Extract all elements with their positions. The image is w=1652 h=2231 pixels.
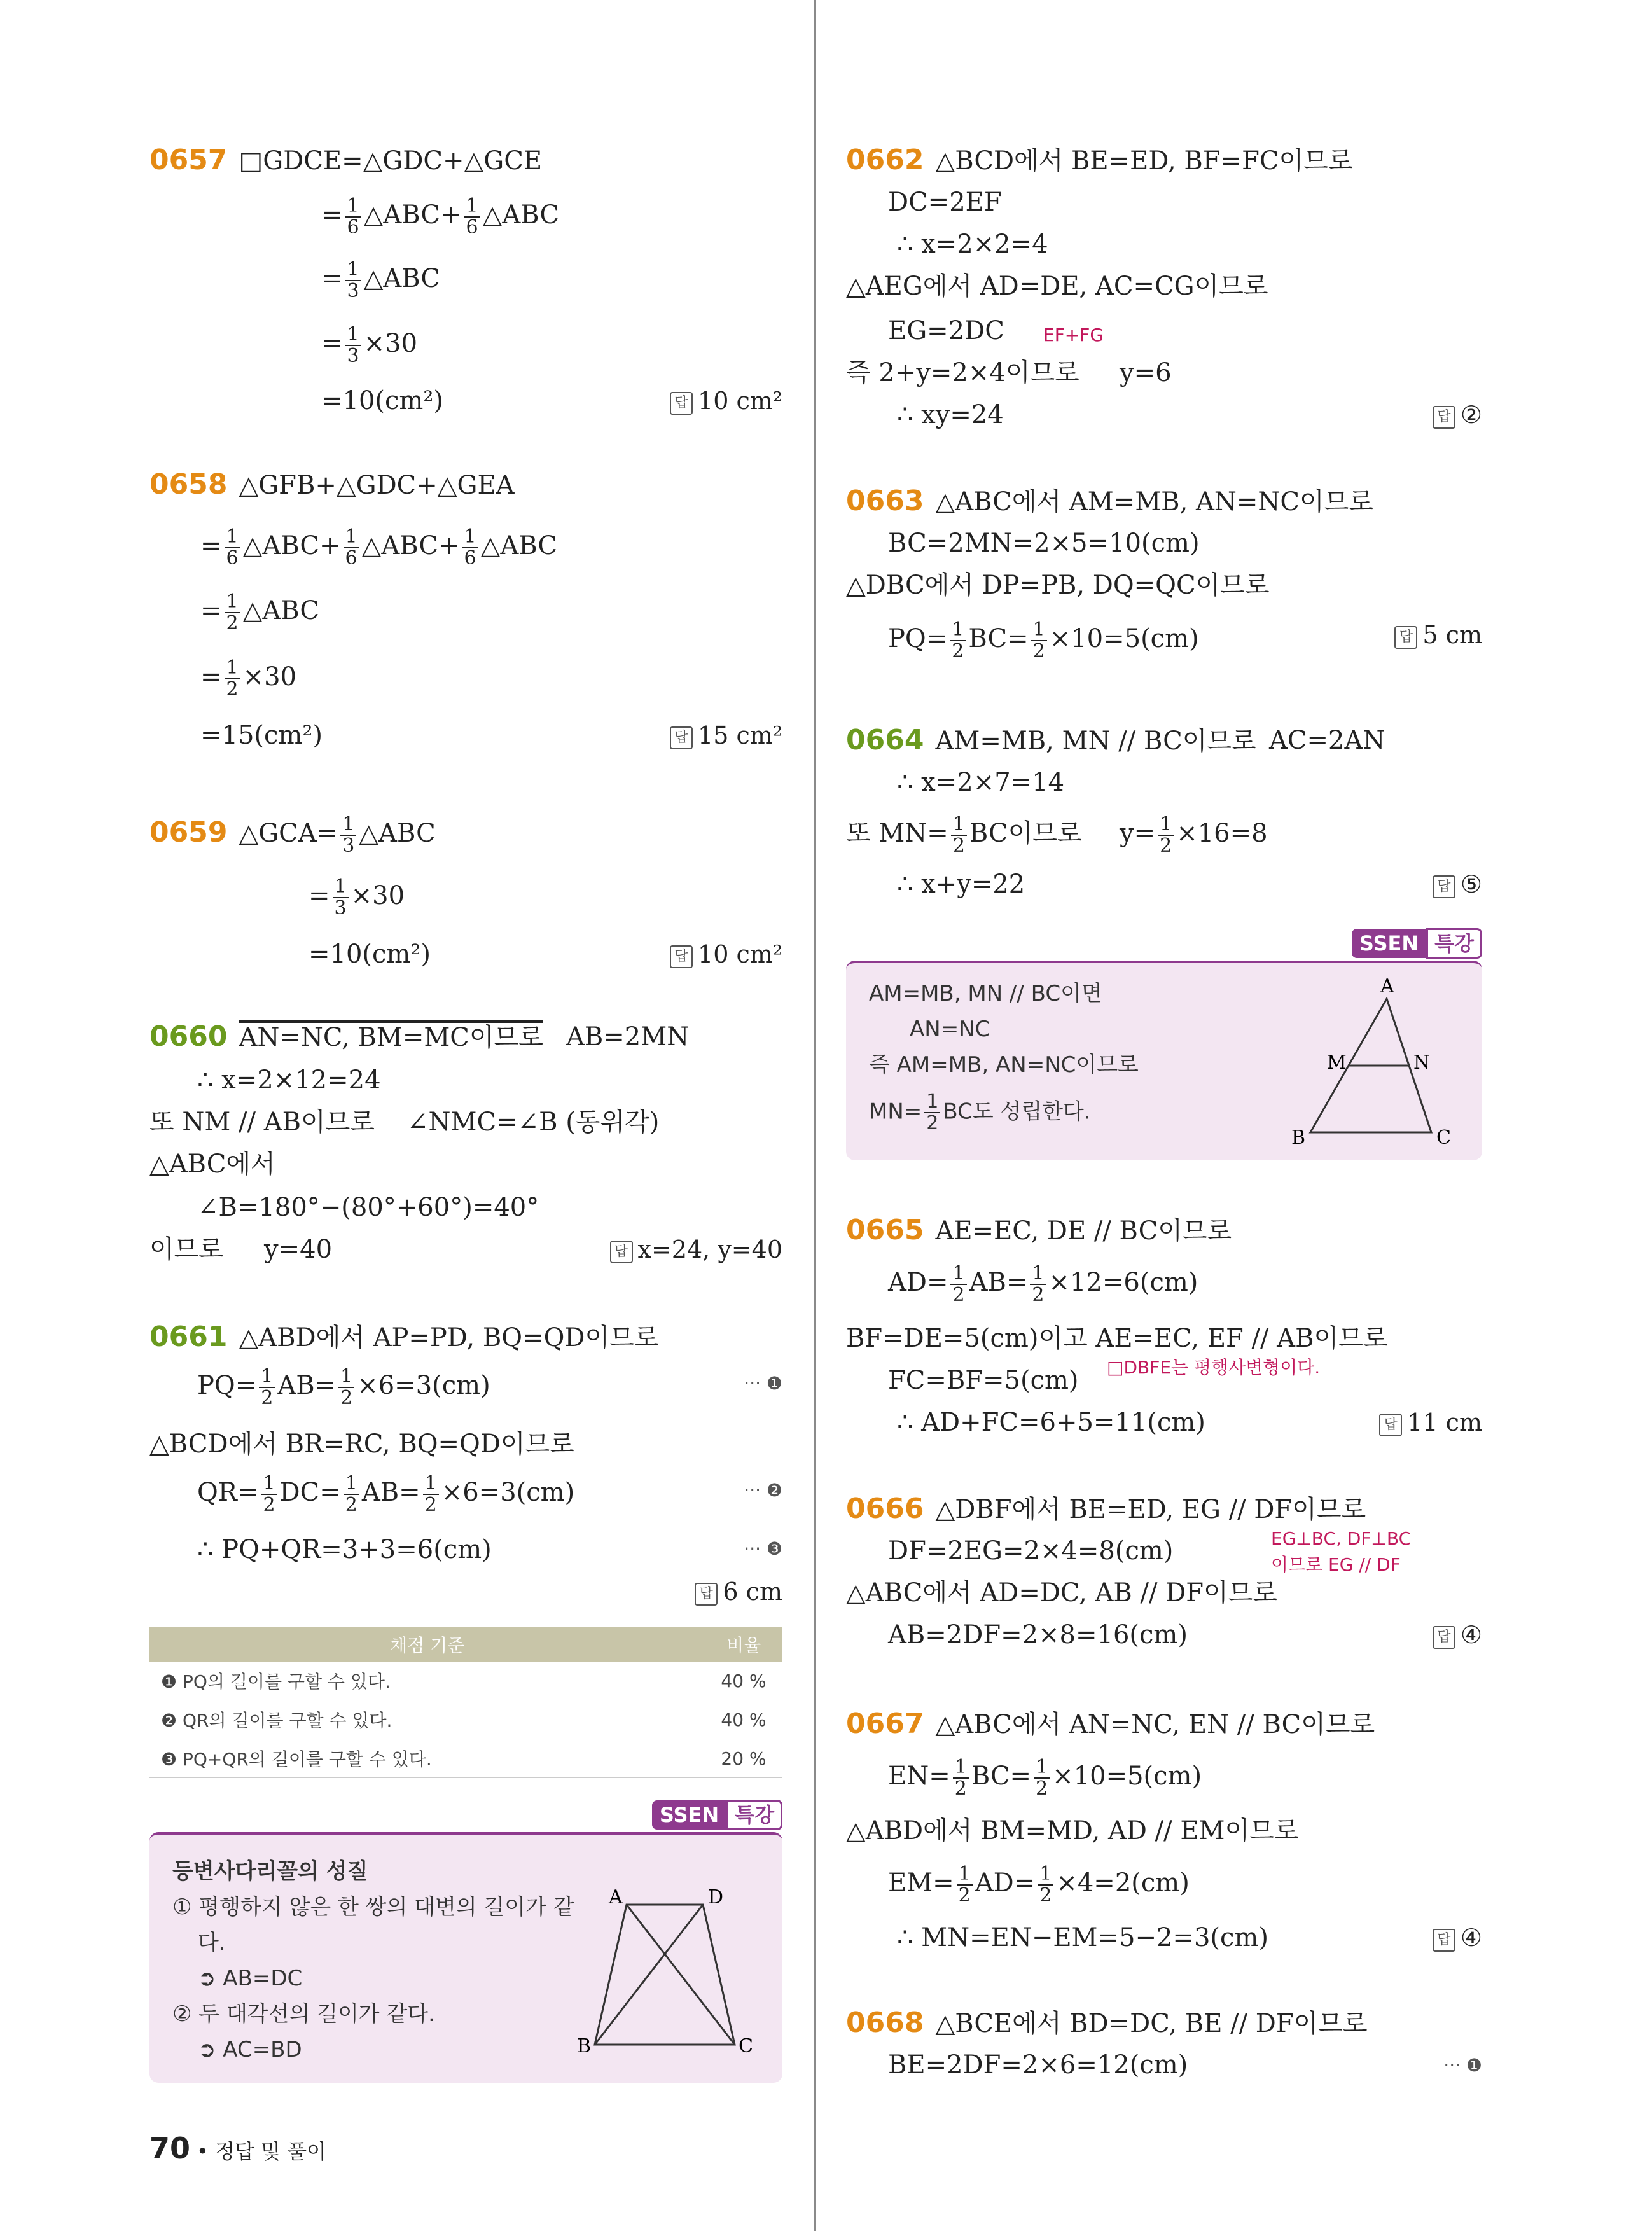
step-marker: ··· ❶	[1443, 2055, 1482, 2076]
text: ∴ x+y=22	[897, 870, 1025, 899]
text: 1	[344, 1473, 359, 1495]
tip-box	[149, 1832, 782, 2083]
text: ×12=6(cm)	[1048, 1268, 1198, 1297]
answer	[670, 939, 782, 970]
text: 다.	[198, 1930, 226, 1956]
text: 1	[462, 527, 478, 548]
text: =	[200, 596, 222, 625]
tip-title: 등변사다리꼴의 성질	[172, 1859, 368, 1884]
answer	[1433, 1620, 1482, 1650]
answer-icon: 답	[695, 1583, 718, 1606]
ratio-header: 비율	[705, 1627, 783, 1662]
answer-icon: 답	[670, 392, 693, 415]
text: DC=	[279, 1478, 341, 1507]
text: DC=2EF	[888, 188, 1002, 217]
text: 11 cm	[1407, 1408, 1482, 1436]
text: =	[200, 531, 222, 560]
text: ×30	[351, 881, 405, 910]
text: y=40	[264, 1235, 333, 1264]
table-row	[149, 1662, 782, 1700]
text: =	[321, 329, 343, 358]
text: AN=NC	[910, 1017, 990, 1042]
fraction	[225, 658, 240, 700]
fraction	[340, 814, 356, 856]
text: AB=	[969, 1268, 1028, 1297]
step-marker: ··· ❸	[744, 1538, 782, 1559]
solution-line: □GDCE=△GDC+△GCE	[239, 146, 543, 176]
text: 3	[342, 835, 355, 857]
text: △ABC+	[242, 531, 341, 560]
text: y=6	[1120, 358, 1172, 387]
fraction	[1038, 1864, 1053, 1906]
text: y=	[1120, 819, 1156, 848]
answer-icon: 답	[1433, 406, 1455, 429]
text: EG=2DC	[888, 316, 1004, 345]
fraction	[1158, 814, 1174, 856]
text: 특강	[1426, 928, 1482, 959]
text: ❶ PQ의 길이를 구할 수 있다.	[149, 1662, 705, 1700]
answer-icon: 답	[1379, 1414, 1402, 1436]
text: ① 평행하지 않은 한 쌍의 대변의 길이가 같	[172, 1894, 574, 1920]
fraction	[259, 1366, 275, 1408]
text: 0666	[846, 1492, 924, 1525]
text: 1	[225, 527, 240, 548]
text: AM=MB, MN // BC이므로	[935, 726, 1256, 756]
text: △ABD에서 BM=MD, AD // EM이므로	[846, 1816, 1299, 1845]
text: 2	[1032, 1284, 1045, 1306]
text: ∠B=180°−(80°+60°)=40°	[197, 1193, 539, 1222]
text: 6	[345, 547, 357, 569]
text: △ABC	[480, 531, 557, 560]
text: 10 cm²	[698, 940, 782, 968]
label-A: A	[609, 1886, 623, 1908]
text: 1	[340, 814, 356, 836]
triangle-diagram	[1279, 973, 1469, 1151]
text: △ABC에서 AM=MB, AN=NC이므로	[935, 487, 1373, 517]
answer	[1394, 620, 1482, 650]
text: 6 cm	[723, 1578, 782, 1606]
text: 2	[926, 1112, 939, 1134]
text: ×16=8	[1176, 819, 1268, 848]
text: 1	[957, 1864, 973, 1886]
text: 2	[954, 1777, 967, 1800]
table-row	[149, 1739, 782, 1778]
label-C: C	[739, 2035, 753, 2057]
text: FC=BF=5(cm)	[888, 1366, 1079, 1395]
text: BC도 성립한다.	[943, 1099, 1091, 1125]
text: 1	[423, 1473, 439, 1495]
fraction	[345, 260, 361, 302]
answer-icon: 답	[1433, 875, 1455, 898]
text: 3	[347, 280, 359, 302]
text: ∴ xy=24	[897, 400, 1004, 429]
text: 1	[259, 1366, 275, 1388]
text: 40 %	[705, 1700, 783, 1739]
text: 즉 AM=MB, AN=NC이므로	[869, 1052, 1139, 1078]
text: =10(cm²)	[309, 940, 431, 969]
text: △ABC	[363, 264, 440, 293]
fraction	[423, 1473, 439, 1515]
text: EM=	[888, 1868, 954, 1898]
text: =10(cm²)	[321, 386, 443, 415]
fraction	[1034, 1757, 1050, 1799]
text: ④	[1460, 1621, 1482, 1649]
text: ② 두 대각선의 길이가 같다.	[172, 2001, 435, 2027]
text: ∴ AD+FC=6+5=11(cm)	[897, 1408, 1205, 1437]
text: △BCD에서 BR=RC, BQ=QD이므로	[149, 1429, 574, 1459]
answer	[670, 720, 782, 751]
fraction	[950, 1263, 966, 1305]
fraction	[338, 1366, 354, 1408]
text: 10 cm²	[698, 387, 782, 415]
answer	[1433, 869, 1482, 900]
text: 1	[951, 814, 967, 836]
answer	[1379, 1407, 1482, 1438]
text: 0668	[846, 2006, 924, 2039]
ssen-badge	[652, 1799, 782, 1828]
fraction	[344, 1473, 359, 1515]
text: 6	[347, 216, 359, 239]
text: 1	[1030, 1263, 1046, 1285]
text: ∴ PQ+QR=3+3=6(cm)	[197, 1535, 492, 1564]
side-note: EF+FG	[1043, 324, 1104, 345]
text: 1	[924, 1092, 940, 1113]
text: △ABC+	[363, 200, 462, 230]
answer	[610, 1234, 782, 1265]
text: △DBF에서 BE=ED, EG // DF이므로	[935, 1495, 1366, 1524]
label-M: M	[1327, 1052, 1347, 1074]
text: 2	[952, 1284, 965, 1306]
text: AD=	[888, 1268, 948, 1297]
answer	[1433, 400, 1482, 430]
fraction	[950, 620, 966, 662]
answer	[1433, 1922, 1482, 1953]
grading-header: 채점 기준	[149, 1627, 705, 1662]
text: 2	[261, 1387, 274, 1409]
label-A: A	[1380, 975, 1394, 997]
table-row	[149, 1700, 782, 1739]
text: ➲ AC=BD	[198, 2037, 302, 2062]
text: ×6=3(cm)	[441, 1478, 575, 1507]
text: 6	[466, 216, 478, 239]
text: ∴ x=2×12=24	[197, 1066, 381, 1095]
text: 1	[1031, 620, 1047, 641]
text: 2	[1032, 640, 1045, 662]
text: 특강	[726, 1800, 782, 1830]
fraction	[462, 527, 478, 569]
text: 1	[953, 1757, 969, 1779]
fraction	[953, 1757, 969, 1799]
text: 2	[226, 678, 239, 700]
answer	[695, 1576, 782, 1607]
label-N: N	[1413, 1052, 1431, 1074]
text: ❸ PQ+QR의 길이를 구할 수 있다.	[149, 1739, 705, 1778]
page-footer	[149, 2131, 326, 2165]
text: 2	[226, 612, 239, 634]
text: △BCE에서 BD=DC, BE // DF이므로	[935, 2009, 1368, 2038]
text: 또 NM // AB이므로	[149, 1108, 375, 1137]
text: 0667	[846, 1707, 924, 1740]
text: SSEN	[1352, 929, 1426, 958]
text: AE=EC, DE // BC이므로	[935, 1216, 1232, 1246]
text: ×4=2(cm)	[1056, 1868, 1190, 1898]
answer	[670, 386, 782, 416]
text: 0660	[149, 1020, 228, 1053]
text: QR=	[197, 1478, 259, 1507]
problem-number: 0657	[149, 144, 228, 176]
text: 2	[952, 640, 964, 662]
fraction	[345, 324, 361, 366]
text: BC=	[968, 624, 1029, 653]
text: △DBC에서 DP=PB, DQ=QC이므로	[846, 571, 1270, 600]
fraction	[344, 527, 359, 569]
text: =	[309, 881, 330, 910]
text: 1	[1158, 814, 1174, 836]
fraction	[261, 1473, 277, 1515]
text: 0661	[149, 1321, 228, 1353]
text: 2	[958, 1884, 971, 1907]
text: 즉 2+y=2×4이므로	[846, 358, 1079, 387]
text: BE=2DF=2×6=12(cm)	[888, 2050, 1188, 2080]
text: AB=2MN	[566, 1022, 690, 1052]
text: △ABC에서	[149, 1150, 275, 1179]
text: ④	[1460, 1924, 1482, 1952]
text: AB=2DF=2×8=16(cm)	[888, 1620, 1188, 1650]
text: 0659	[149, 816, 228, 849]
text: 6	[464, 547, 476, 569]
text: 1	[225, 658, 240, 679]
ssen-badge	[1352, 928, 1482, 957]
text: 1	[1034, 1757, 1050, 1779]
text: 2	[1039, 1884, 1052, 1907]
label-C: C	[1436, 1127, 1451, 1149]
text: 2	[952, 835, 965, 857]
text: 또 MN=	[846, 819, 948, 848]
text: 6	[226, 547, 239, 569]
side-note: EG⊥BC, DF⊥BC	[1271, 1528, 1412, 1549]
fraction	[225, 527, 240, 569]
text: SSEN	[652, 1800, 726, 1830]
text: ×30	[363, 329, 418, 358]
text: 1	[338, 1366, 354, 1388]
step-marker: ··· ❷	[744, 1480, 782, 1501]
fraction	[957, 1864, 973, 1906]
answer-icon: 답	[610, 1241, 633, 1263]
text: △AEG에서 AD=DE, AC=CG이므로	[846, 272, 1268, 301]
text: ∴ x=2×2=4	[897, 230, 1048, 259]
footer-label: • 정답 및 풀이	[197, 2139, 326, 2164]
fraction	[1030, 1263, 1046, 1305]
answer-icon: 답	[670, 945, 693, 968]
text: =	[200, 662, 222, 692]
text: 40 %	[705, 1662, 783, 1700]
text: 1	[345, 324, 361, 346]
text: 5 cm	[1422, 621, 1482, 649]
text: x=24, y=40	[637, 1235, 782, 1263]
text: ×30	[242, 662, 297, 692]
text: ➲ AB=DC	[198, 1966, 303, 1991]
text: 1	[333, 877, 349, 898]
text: △ABC	[482, 200, 559, 230]
fraction	[924, 1092, 940, 1134]
text: 1	[344, 527, 359, 548]
text: 0664	[846, 724, 924, 756]
text: 2	[424, 1494, 437, 1516]
fraction	[1031, 620, 1047, 662]
text: ×6=3(cm)	[357, 1371, 490, 1400]
side-note: □DBFE는 평행사변형이다.	[1107, 1357, 1321, 1378]
label-D: D	[708, 1886, 724, 1908]
text: ×10=5(cm)	[1052, 1762, 1202, 1791]
text: 15 cm²	[698, 721, 782, 749]
text: ∴ MN=EN−EM=5−2=3(cm)	[897, 1923, 1268, 1952]
text: 20 %	[705, 1739, 783, 1778]
text: DF=2EG=2×4=8(cm)	[888, 1536, 1174, 1566]
text: 0658	[149, 468, 228, 501]
text: EN=	[888, 1762, 950, 1791]
text: 3	[334, 897, 347, 919]
text: AB=	[361, 1478, 420, 1507]
text: △ABC+	[361, 531, 460, 560]
fraction	[225, 592, 240, 634]
text: △ABD에서 AP=PD, BQ=QD이므로	[239, 1323, 659, 1352]
grading-table	[149, 1627, 782, 1778]
text: △ABC	[359, 819, 436, 848]
answer-icon: 답	[1394, 626, 1417, 649]
text: ②	[1460, 401, 1482, 429]
text: △ABC에서 AD=DC, AB // DF이므로	[846, 1578, 1277, 1608]
text: =15(cm²)	[200, 721, 323, 750]
answer-icon: 답	[1433, 1929, 1455, 1952]
text: △ABC에서 AN=NC, EN // BC이므로	[935, 1710, 1375, 1739]
text: 1	[464, 196, 480, 218]
text: AM=MB, MN // BC이면	[869, 981, 1102, 1006]
text: BC=2MN=2×5=10(cm)	[888, 529, 1200, 558]
text: ×10=5(cm)	[1049, 624, 1199, 653]
text: BC=	[971, 1762, 1032, 1791]
text: 2	[345, 1494, 357, 1516]
text: △BCD에서 BE=ED, BF=FC이므로	[935, 146, 1353, 176]
text: PQ=	[197, 1371, 257, 1400]
answer-icon: 답	[670, 726, 693, 749]
text: △ABC	[242, 596, 319, 625]
text: 3	[347, 345, 359, 367]
text: AN=NC, BM=MC이므로	[239, 1023, 543, 1052]
label-B: B	[1291, 1127, 1306, 1149]
text: 2	[1036, 1777, 1048, 1800]
text: AD=	[975, 1868, 1036, 1898]
text: ❷ QR의 길이를 구할 수 있다.	[149, 1700, 705, 1739]
text: 2	[340, 1387, 353, 1409]
text: 1	[261, 1473, 277, 1495]
fraction	[345, 196, 361, 238]
answer-icon: 답	[1433, 1626, 1455, 1649]
text: 1	[345, 196, 361, 218]
text: △GCA=	[239, 819, 338, 848]
text: △GFB+△GDC+△GEA	[239, 471, 515, 500]
trapezoid-diagram	[577, 1873, 760, 2064]
text: 0662	[846, 144, 924, 176]
text: 2	[263, 1494, 275, 1516]
label-B: B	[577, 2035, 592, 2057]
side-note: 이므로 EG // DF	[1271, 1554, 1401, 1575]
text: 1	[225, 592, 240, 613]
column-divider	[814, 0, 816, 2231]
tip-box	[846, 961, 1482, 1160]
text: =	[321, 264, 343, 293]
text: BC이므로	[969, 819, 1082, 848]
fraction	[464, 196, 480, 238]
text: ∴ x=2×7=14	[897, 768, 1065, 797]
text: BF=DE=5(cm)이고 AE=EC, EF // AB이므로	[846, 1324, 1388, 1353]
text: 이므로	[149, 1235, 223, 1264]
text: PQ=	[888, 624, 948, 653]
fraction	[951, 814, 967, 856]
text: 1	[345, 260, 361, 281]
text: 1	[1038, 1864, 1053, 1886]
text: ∠NMC=∠B (동위각)	[407, 1108, 660, 1137]
text: 2	[1160, 835, 1172, 857]
text: 1	[950, 620, 966, 641]
step-marker: ··· ❶	[744, 1373, 782, 1394]
text: 0663	[846, 485, 924, 517]
text: 0665	[846, 1214, 924, 1246]
text: =	[321, 200, 343, 230]
text: AB=	[277, 1371, 337, 1400]
text: ⑤	[1460, 870, 1482, 898]
text: 1	[950, 1263, 966, 1285]
page-number: 70	[149, 2131, 191, 2165]
text: AC=2AN	[1269, 726, 1385, 755]
text: MN=	[869, 1099, 922, 1125]
fraction	[333, 877, 349, 919]
